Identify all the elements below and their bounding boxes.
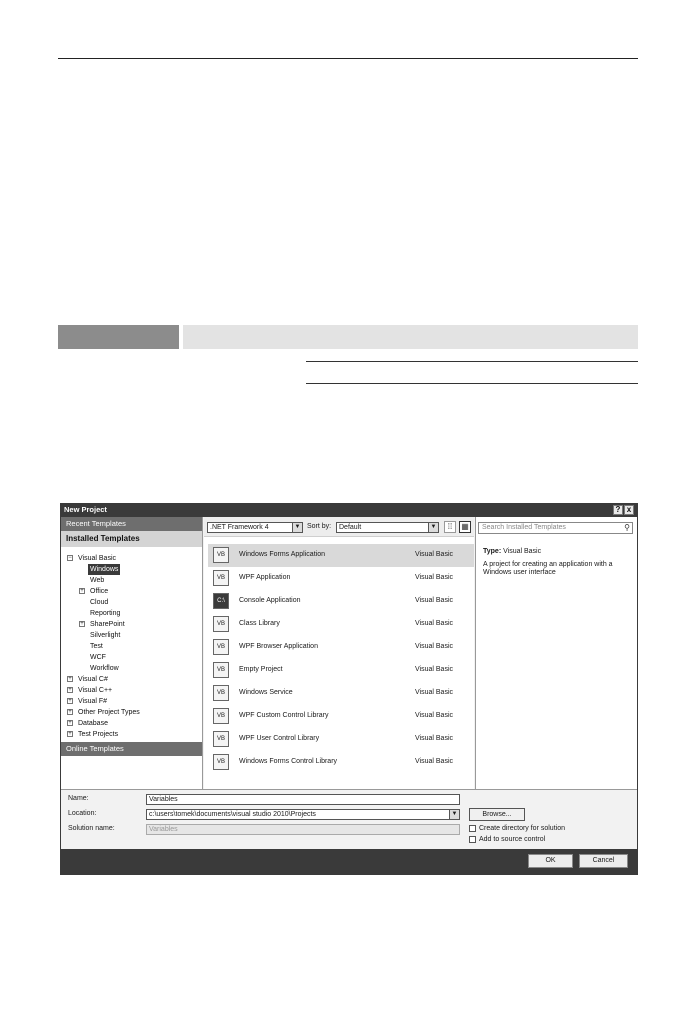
template-row[interactable]: VB WPF Browser Application Visual Basic bbox=[208, 636, 474, 659]
tree-item-windows[interactable]: Windows bbox=[90, 566, 119, 573]
wpf-browser-app-icon: VB bbox=[213, 639, 229, 655]
expand-icon[interactable]: + bbox=[68, 709, 72, 715]
tree-item-sharepoint[interactable]: + SharePoint bbox=[80, 621, 125, 628]
recent-templates-header[interactable]: Recent Templates bbox=[61, 517, 202, 531]
close-button[interactable]: x bbox=[624, 505, 634, 515]
tree-item-visual-fsharp[interactable]: + Visual F# bbox=[68, 698, 108, 705]
template-row[interactable]: VB Class Library Visual Basic bbox=[208, 613, 474, 636]
solution-name-label: Solution name: bbox=[68, 825, 115, 832]
template-row[interactable]: C:\ Console Application Visual Basic bbox=[208, 590, 474, 613]
browse-button[interactable]: Browse... bbox=[469, 808, 525, 821]
tree-item-test-projects[interactable]: + Test Projects bbox=[68, 731, 119, 738]
template-categories-panel bbox=[61, 517, 203, 789]
source-control-label: Add to source control bbox=[479, 836, 546, 843]
tree-item-cloud[interactable]: Cloud bbox=[90, 599, 109, 606]
tree-item-visual-csharp[interactable]: + Visual C# bbox=[68, 676, 108, 683]
tree-item-database[interactable]: + Database bbox=[68, 720, 108, 727]
wpf-application-icon: VB bbox=[213, 570, 229, 586]
online-templates-header[interactable]: Online Templates bbox=[61, 742, 202, 756]
template-row[interactable]: VB Windows Forms Application Visual Basic bbox=[208, 544, 474, 567]
templates-toolbar bbox=[204, 517, 474, 537]
tree-item-silverlight[interactable]: Silverlight bbox=[90, 632, 121, 639]
templates-list-panel bbox=[204, 517, 474, 789]
windows-forms-control-icon: VB bbox=[213, 754, 229, 770]
expand-icon[interactable]: + bbox=[68, 720, 72, 726]
ok-button[interactable]: OK bbox=[528, 854, 573, 868]
create-directory-label: Create directory for solution bbox=[479, 825, 565, 832]
tree-item-office[interactable]: + Office bbox=[80, 588, 109, 595]
new-project-dialog bbox=[60, 503, 638, 875]
expand-icon[interactable]: + bbox=[68, 687, 72, 693]
cancel-button[interactable]: Cancel bbox=[579, 854, 628, 868]
template-details-panel bbox=[475, 517, 637, 789]
name-input[interactable]: Variables bbox=[146, 794, 460, 805]
rule-line-2 bbox=[306, 383, 638, 384]
search-icon[interactable]: ⚲ bbox=[624, 523, 630, 532]
dropdown-arrow-icon[interactable]: ▼ bbox=[428, 523, 438, 532]
dropdown-arrow-icon[interactable]: ▼ bbox=[449, 810, 459, 819]
tree-item-other-project-types[interactable]: + Other Project Types bbox=[68, 709, 140, 716]
name-label: Name: bbox=[68, 795, 89, 802]
template-type: Type: Visual Basic bbox=[483, 548, 542, 555]
template-row[interactable]: VB WPF Application Visual Basic bbox=[208, 567, 474, 590]
template-row[interactable]: VB WPF User Control Library Visual Basic bbox=[208, 728, 474, 751]
expand-icon[interactable]: + bbox=[68, 698, 72, 704]
medium-icons-view-icon[interactable]: ▦ bbox=[459, 521, 471, 533]
template-row[interactable]: VB WPF Custom Control Library Visual Basic bbox=[208, 705, 474, 728]
dialog-footer bbox=[61, 849, 637, 874]
expand-icon[interactable]: + bbox=[68, 731, 72, 737]
sort-by-select[interactable]: Default ▼ bbox=[336, 522, 439, 533]
dialog-titlebar bbox=[61, 504, 637, 517]
tree-item-reporting[interactable]: Reporting bbox=[90, 610, 121, 617]
expand-icon[interactable]: + bbox=[80, 621, 84, 627]
search-templates-input[interactable]: Search Installed Templates ⚲ bbox=[478, 522, 633, 534]
wpf-custom-control-icon: VB bbox=[213, 708, 229, 724]
template-row[interactable]: VB Empty Project Visual Basic bbox=[208, 659, 474, 682]
small-icons-view-icon[interactable]: ⁞⁞ bbox=[444, 521, 456, 533]
source-control-checkbox[interactable] bbox=[469, 836, 476, 843]
dropdown-arrow-icon[interactable]: ▼ bbox=[292, 523, 302, 532]
expand-icon[interactable]: + bbox=[68, 676, 72, 682]
expand-icon[interactable]: + bbox=[80, 588, 84, 594]
installed-templates-header[interactable]: Installed Templates bbox=[61, 531, 202, 547]
console-application-icon: C:\ bbox=[213, 593, 229, 609]
tree-item-wcf[interactable]: WCF bbox=[90, 654, 106, 661]
help-button[interactable]: ? bbox=[613, 505, 623, 515]
wpf-user-control-icon: VB bbox=[213, 731, 229, 747]
template-row[interactable]: VB Windows Service Visual Basic bbox=[208, 682, 474, 705]
location-label: Location: bbox=[68, 810, 97, 817]
sort-by-label: Sort by: bbox=[307, 523, 332, 530]
rule-line-1 bbox=[306, 361, 638, 362]
dialog-title: New Project bbox=[64, 505, 107, 514]
template-description: A project for creating an application with a Windows user interface bbox=[483, 561, 613, 576]
solution-name-input[interactable]: Variables bbox=[146, 824, 460, 835]
windows-service-icon: VB bbox=[213, 685, 229, 701]
framework-select[interactable]: .NET Framework 4 ▼ bbox=[207, 522, 303, 533]
section-bar-dark bbox=[58, 325, 179, 349]
page-top-rule bbox=[58, 58, 638, 59]
windows-forms-app-icon: VB bbox=[213, 547, 229, 563]
tree-item-test[interactable]: Test bbox=[90, 643, 103, 650]
tree-item-visual-basic[interactable]: − Visual Basic bbox=[68, 555, 117, 562]
collapse-icon[interactable]: − bbox=[68, 555, 72, 561]
create-directory-checkbox[interactable] bbox=[469, 825, 476, 832]
tree-item-visual-cpp[interactable]: + Visual C++ bbox=[68, 687, 113, 694]
empty-project-icon: VB bbox=[213, 662, 229, 678]
template-row[interactable]: VB Windows Forms Control Library Visual Basic bbox=[208, 751, 474, 774]
tree-item-web[interactable]: Web bbox=[90, 577, 105, 584]
section-bar-light bbox=[183, 325, 638, 349]
class-library-icon: VB bbox=[213, 616, 229, 632]
location-input[interactable]: c:\users\tomek\documents\visual studio 2010\Projects ▼ bbox=[146, 809, 460, 820]
tree-item-workflow[interactable]: Workflow bbox=[90, 665, 119, 672]
